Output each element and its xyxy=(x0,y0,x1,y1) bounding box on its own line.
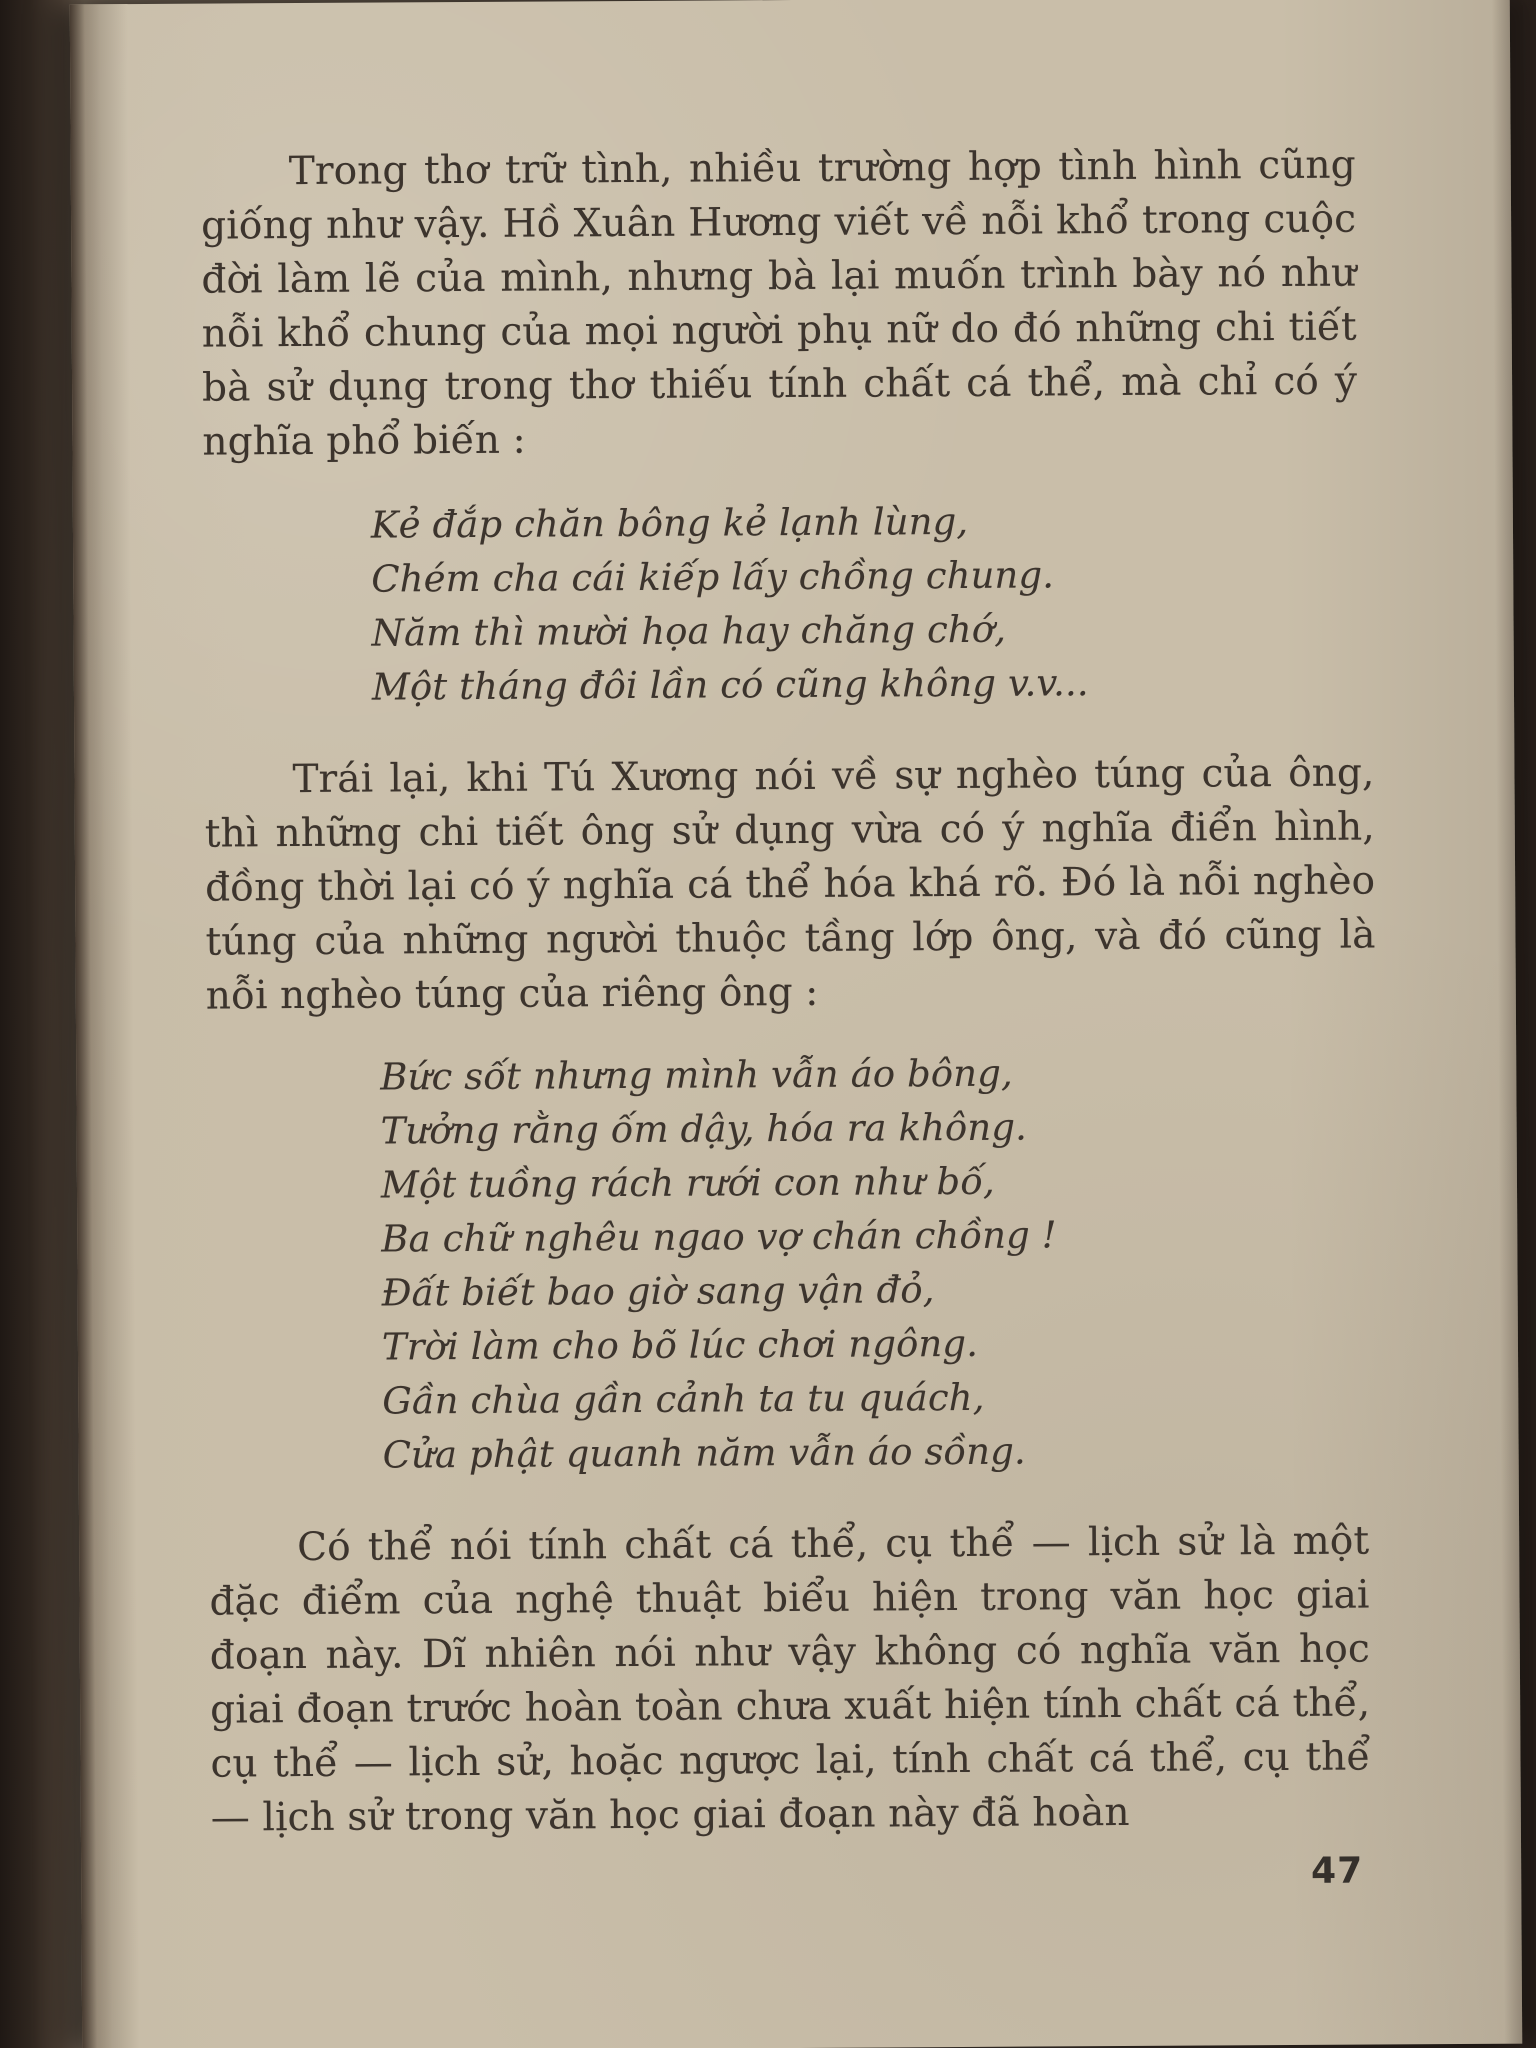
book-page xyxy=(70,0,1522,2048)
page-number: 47 xyxy=(1310,1850,1364,1892)
poem-line: Một tháng đôi lần có cũng không v.v... xyxy=(371,661,1089,709)
paragraph-comparison: Trái lại, khi Tú Xương nói về sự nghèo túng của ông, thì những chi tiết ông sử dụng vừa có ý nghĩa điển hình, đồng thời lại có ý nghĩa cá thể hóa khá rõ. Đó là nỗi nghèo túng của những người thuộc tầng lớp ông, và đó cũng là nỗi nghèo túng của riêng ông : xyxy=(204,750,1376,1019)
poem-ho-xuan-huong xyxy=(371,492,1374,714)
poem-tu-xuong xyxy=(380,1044,1379,1482)
page-content xyxy=(201,138,1381,1845)
poem-line: Bức sốt nhưng mình vẫn áo bông, xyxy=(380,1051,1013,1099)
poem-line: Chém cha cái kiếp lấy chồng chung. xyxy=(371,553,1055,601)
poem-line: Đất biết bao giờ sang vận đỏ, xyxy=(381,1268,935,1315)
poem-line: Một tuồng rách rưới con như bố, xyxy=(380,1159,995,1207)
poem-line: Năm thì mười họa hay chăng chớ, xyxy=(371,607,1007,655)
poem-line: Ba chữ nghêu ngao vợ chán chồng ! xyxy=(381,1213,1057,1261)
poem-line: Tưởng rằng ốm dậy, hóa ra không. xyxy=(380,1105,1028,1153)
poem-line: Cửa phật quanh năm vẫn áo sồng. xyxy=(382,1429,1026,1477)
paragraph-intro: Trong thơ trữ tình, nhiều trường hợp tình hình cũng giống như vậy. Hồ Xuân Hương viết về nỗi khổ trong cuộc đời làm lẽ của mình, nhưng bà lại muốn trình bày nó như nỗi khổ chung của mọi người phụ nữ do đó những chi tiết bà sử dụng trong thơ thiếu tính chất cá thể, mà chỉ có ý nghĩa phổ biến : xyxy=(200,142,1358,465)
poem-line: Trời làm cho bõ lúc chơi ngông. xyxy=(381,1321,979,1369)
poem-line: Kẻ đắp chăn bông kẻ lạnh lùng, xyxy=(370,499,969,547)
poem-line: Gần chùa gần cảnh ta tu quách, xyxy=(382,1375,985,1423)
paragraph-conclusion: Có thể nói tính chất cá thể, cụ thể — lịch sử là một đặc điểm của nghệ thuật biểu hiện trong văn học giai đoạn này. Dĩ nhiên nói như vậy không có nghĩa văn học giai đoạn trước hoàn toàn chưa xuất hiện tính chất cá thể, cụ thể — lịch sử, hoặc ngược lại, tính chất cá thể, cụ thể — lịch sử trong văn học giai đoạn này đã hoàn xyxy=(209,1518,1371,1841)
